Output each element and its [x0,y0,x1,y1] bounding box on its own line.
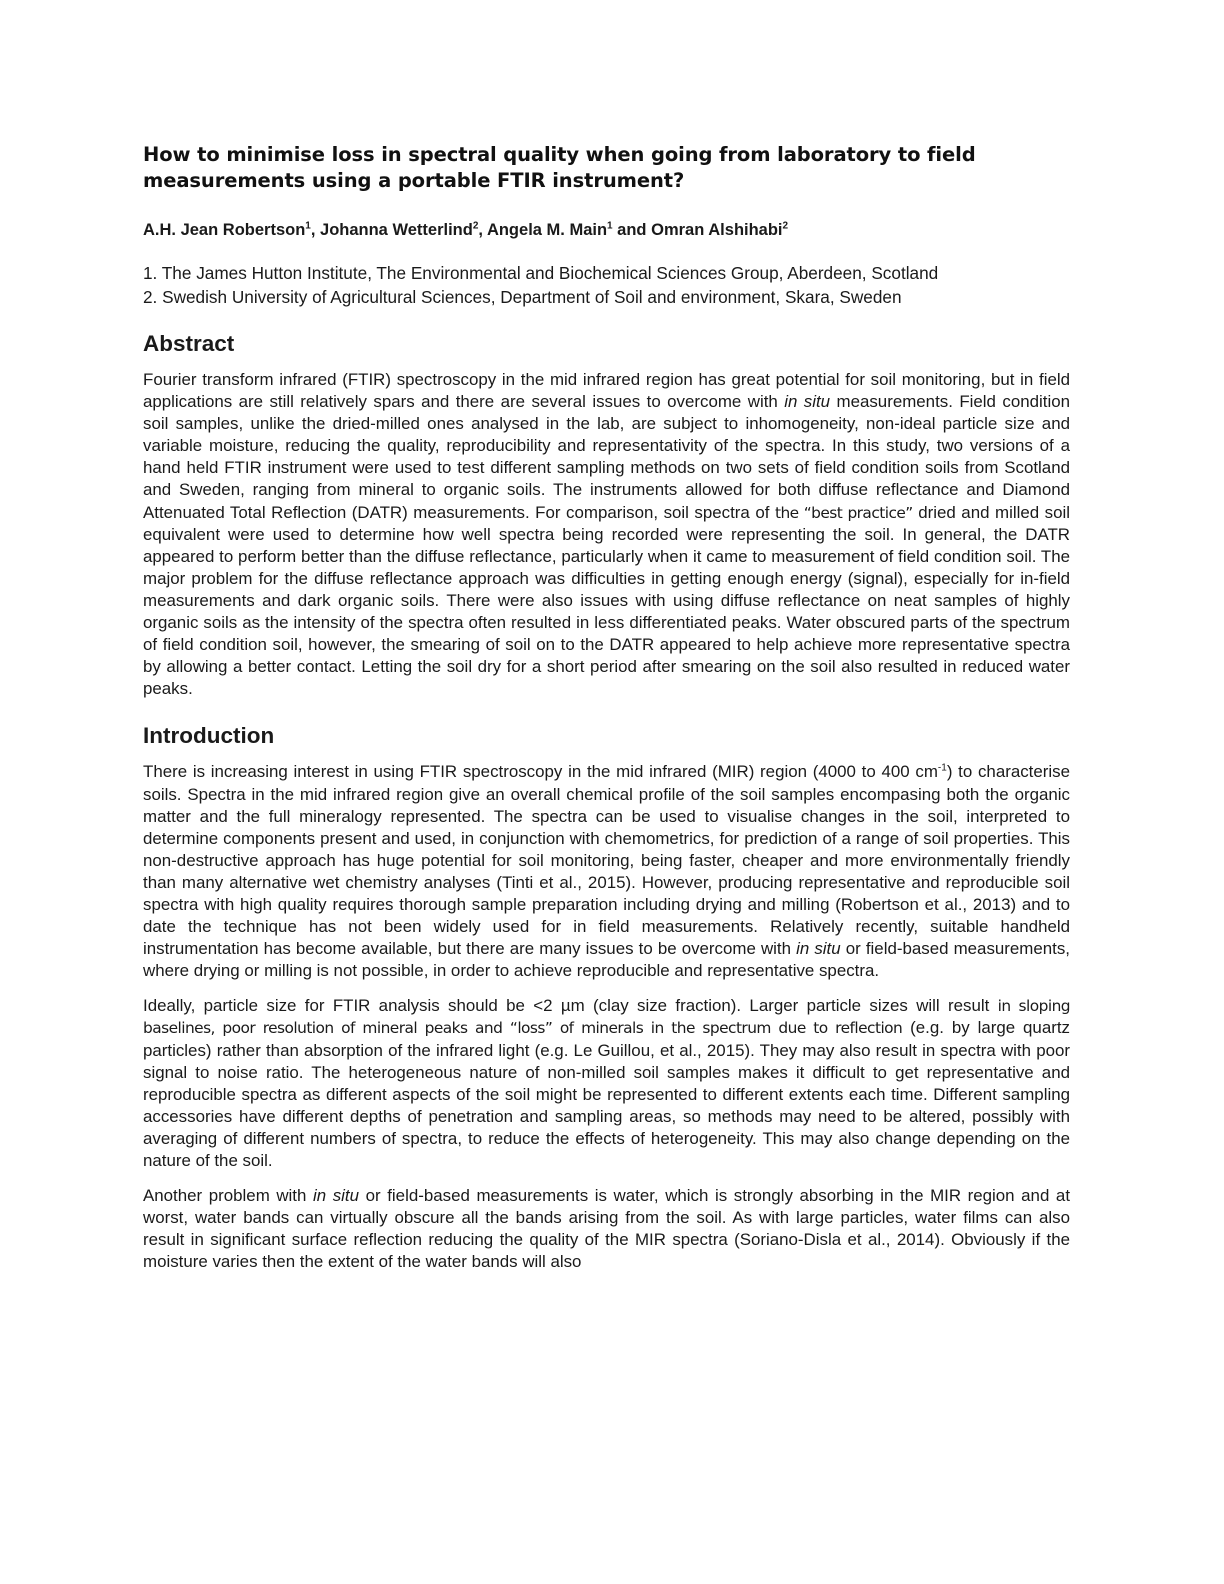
author-affiliation-mark: 1 [607,220,613,232]
intro-text: There is increasing interest in using FTIR spectroscopy in the mid infrared (MIR) region (4000 to 400 cm [143,762,938,782]
paper-title [143,142,1070,194]
italic-term: in situ [784,392,831,412]
alt-font-phrase: the “best practice” [774,503,913,522]
introduction-paragraph-2 [143,995,1070,1172]
affiliation-list [143,261,1070,309]
superscript: -1 [937,762,947,774]
intro-text: Another problem with [143,1186,313,1206]
author-separator: , [310,221,321,239]
author-affiliation-mark: 1 [305,220,311,232]
intro-text: or field-based measurements, where drying or milling is not possible, in order to achieve reproducible and representative spectra. [143,939,1070,981]
italic-term: in situ [313,1186,360,1206]
alt-font-phrase: in sloping baselines, poor resolution of mineral peaks and “loss” of minerals in the spectrum due to reflection [143,997,1070,1038]
abstract-text: measurements. Field condition soil samples, unlike the dried-milled ones analysed in the lab, are subject to inhomogeneity, non-ideal particle size and variable moisture, reducing the quality, reproducibility and representativity of the spectra. In this study, two versions of a hand held FTIR instrument were used to test different sampling methods on two sets of field condition soils from Scotland and Sweden, ranging from mineral to organic soils. The instruments allowed for both diffuse reflectance and Diamond Attenuated Total Reflection (DATR) measurements. For comparison, soil spectra of [143,392,1070,522]
author-affiliation-mark: 2 [782,220,789,232]
author-affiliation-mark: 2 [472,220,479,232]
abstract-heading: Abstract [143,331,235,356]
intro-text: or field-based measurements is water, which is strongly absorbing in the MIR region and at worst, water bands can virtually obscure all the bands arising from the soil. As with large particles, water films can also result in significant surface reflection reducing the quality of the MIR spectra (Soriano-Disla et al., 2014). Obviously if the moisture varies then the extent of the water bands will also [143,1186,1071,1272]
abstract-text: dried and milled soil equivalent were used to determine how well spectra being recorded were representing the soil. In general, the DATR appeared to perform better than the diffuse reflectance, particularly when it came to measurement of field condition soil. The major problem for the diffuse reflectance approach was difficulties in getting enough energy (signal), especially for in-field measurements and dark organic soils. There were also issues with using diffuse reflectance on neat samples of highly organic soils as the intensity of the spectra often resulted in less differentiated peaks. Water obscured parts of the spectrum of field condition soil, however, the smearing of soil on to the DATR appeared to help achieve more representative spectra by allowing a better contact. Letting the soil dry for a short period after smearing on the soil also resulted in reduced water peaks. [143,502,1070,699]
author-separator: and [612,221,652,239]
intro-text: Ideally, particle size for FTIR analysis should be <2 µm (clay size fraction). Larger particle sizes will result [143,996,998,1016]
intro-text: (e.g. by large quartz particles) rather than absorption of the infrared light (e.g. Le Guillou, et al., 2015). They may also result in spectra with poor signal to noise ratio. The heterogeneous nature of non-milled soil samples makes it difficult to get representative and reproducible spectra as different aspects of the soil might be represented to different extents each time. Different sampling accessories have different depths of penetration and sampling areas, so methods may need to be altered, possibly with averaging of different numbers of spectra, to reduce the effects of heterogeneity. This may also change depending on the nature of the soil. [143,1018,1070,1170]
introduction-heading: Introduction [143,723,275,749]
abstract-text: Fourier transform infrared (FTIR) spectroscopy in the mid infrared region has great potential for soil monitoring, but in field applications are still relatively spars and there are several issues to overcome with [143,370,1070,412]
author-name: A.H. Jean Robertson [143,221,306,239]
title-line-1: How to minimise loss in spectral quality when going from laboratory to field [143,143,976,166]
paper-page [143,142,1070,1273]
affiliation-item: 2. Swedish University of Agricultural Sciences, Department of Soil and environment, Skara, Sweden [143,287,902,307]
author-name: Omran Alshihabi [651,221,783,239]
intro-text: ) to characterise soils. Spectra in the mid infrared region give an overall chemical profile of the soil samples encompasing both the organic matter and the full mineralogy represented. The spectra can be used to visualise changes in the soil, interpreted to determine components present and used, in conjunction with chemometrics, for prediction of a range of soil properties. This non-destructive approach has huge potential for soil monitoring, being faster, cheaper and more environmentally friendly than many alternative wet chemistry analyses (Tinti et al., 2015). However, producing representative and reproducible soil spectra with high quality requires thorough sample preparation including drying and milling (Robertson et al., 2013) and to date the technique has not been widely used for in field measurements. Relatively recently, suitable handheld instrumentation has become available, but there are many issues to be overcome with [143,762,1070,959]
author-name: Johanna Wetterlind [320,221,473,239]
author-name: Angela M. Main [486,221,608,239]
author-separator: , [478,221,487,239]
title-line-2: measurements using a portable FTIR instrument? [143,169,685,192]
author-list [143,220,1070,240]
italic-term: in situ [796,939,841,959]
introduction-paragraph-3 [143,1185,1070,1273]
introduction-paragraph-1 [143,761,1070,982]
affiliation-item: 1. The James Hutton Institute, The Environmental and Biochemical Sciences Group, Aberdeen, Scotland [143,263,939,283]
abstract-paragraph [143,369,1070,700]
